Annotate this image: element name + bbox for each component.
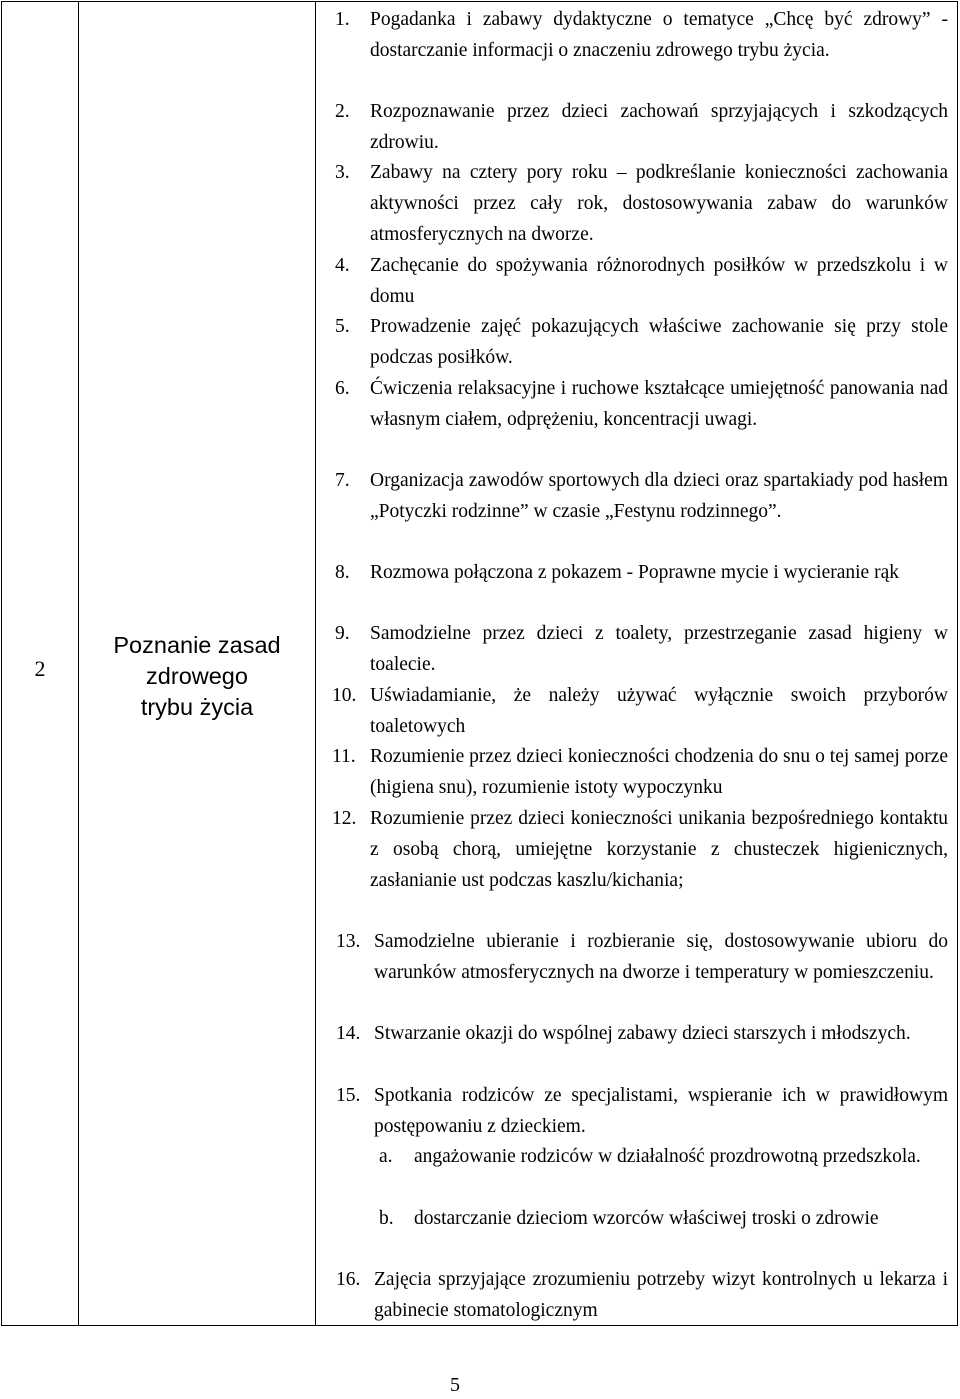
list-item-text: Ćwiczenia relaksacyjne i ruchowe kształcące umiejętność panowania nad własnym ciałem, odprężeniu, koncentracji uwagi. (370, 378, 948, 430)
list-item-text: Samodzielne ubieranie i rozbieranie się, dostosowywanie ubioru do warunków atmosferycznych na dworze i temperatury w pomieszczeniu. (374, 931, 948, 983)
list-item (336, 1019, 948, 1050)
list-item (335, 97, 948, 159)
section-title-line: trybu życia (140, 694, 254, 720)
row-number: 2 (34, 656, 46, 681)
list-item-text: Spotkania rodziców ze specjalistami, wspieranie ich w prawidłowym postępowaniu z dzieckiem. (374, 1085, 948, 1137)
list-item-number: 14. (336, 1023, 361, 1044)
list-item-text: Pogadanka i zabawy dydaktyczne o tematyce „Chcę być zdrowy” - dostarczanie informacji o znaczeniu zdrowego trybu życia. (370, 9, 948, 61)
list-item (335, 558, 948, 589)
row-number-cell (2, 2, 79, 1325)
list-item (335, 466, 948, 528)
list-item (336, 1081, 948, 1143)
list-item-number: 13. (336, 931, 361, 952)
list-item-text: Stwarzanie okazji do wspólnej zabawy dzieci starszych i młodszych. (374, 1023, 911, 1044)
list-item-number: 9. (335, 623, 350, 644)
list-item-text: dostarczanie dzieciom wzorców właściwej troski o zdrowie (414, 1208, 879, 1229)
list-item-text: Uświadamianie, że należy używać wyłącznie swoich przyborów toaletowych (370, 685, 948, 737)
list-item-text: Organizacja zawodów sportowych dla dzieci oraz spartakiady pod hasłem „Potyczki rodzinne” w czasie „Festynu rodzinnego”. (370, 470, 948, 522)
section-title-line: Poznanie zasad (113, 632, 281, 658)
list-item-text: angażowanie rodziców w działalność prozdrowotną przedszkola. (414, 1146, 921, 1167)
list-item-number: 7. (335, 470, 350, 491)
list-item-number: 4. (335, 255, 350, 276)
list-item-text: Rozumienie przez dzieci konieczności chodzenia do snu o tej samej porze (higiena snu), rozumienie istoty wypoczynku (370, 746, 948, 798)
list-item-text: Zachęcanie do spożywania różnorodnych posiłków w przedszkolu i w domu (370, 255, 948, 307)
list-item (335, 374, 948, 436)
list-item-number: 8. (335, 562, 350, 583)
list-item-number: 10. (332, 685, 357, 706)
list-item-text: Zajęcia sprzyjające zrozumieniu potrzeby wizyt kontrolnych u lekarza i gabinecie stomatologicznym (374, 1269, 948, 1321)
sub-list-item (379, 1142, 948, 1173)
list-item (335, 251, 948, 313)
list-item-text: Zabawy na cztery pory roku – podkreślanie konieczności zachowania aktywności przez cały rok, dostosowywania zabaw do warunków atmosferycznych na dworze. (370, 162, 948, 245)
list-item-number: 15. (336, 1085, 361, 1106)
list-item (335, 158, 948, 251)
list-item-number: b. (379, 1208, 394, 1229)
section-title-line: zdrowego (146, 663, 248, 689)
list-item-text: Rozumienie przez dzieci konieczności unikania bezpośredniego kontaktu z osobą chorą, umiejętne korzystanie z chusteczek higienicznych, zasłanianie ust podczas kaszlu/kichania; (370, 808, 948, 891)
list-item-number: 6. (335, 378, 350, 399)
list-item-number: 5. (335, 316, 350, 337)
list-item (332, 681, 948, 743)
list-item (336, 1265, 948, 1327)
list-item-number: 16. (336, 1269, 361, 1290)
page-number: 5 (450, 1374, 460, 1396)
list-item-text: Prowadzenie zajęć pokazujących właściwe zachowanie się przy stole podczas posiłków. (370, 316, 948, 368)
program-table (1, 1, 958, 1326)
list-item-text: Samodzielne przez dzieci z toalety, przestrzeganie zasad higieny w toalecie. (370, 623, 948, 675)
section-title (79, 630, 315, 723)
list-item-text: Rozmowa połączona z pokazem - Poprawne mycie i wycieranie rąk (370, 562, 899, 583)
list-item (336, 927, 948, 989)
topic-cell (79, 2, 316, 1325)
list-item-number: 3. (335, 162, 350, 183)
list-item-text: Rozpoznawanie przez dzieci zachowań sprzyjających i szkodzących zdrowiu. (370, 101, 948, 153)
sub-list-item (379, 1204, 948, 1235)
activities-cell (316, 2, 957, 1325)
list-item (335, 619, 948, 681)
list-item (332, 804, 948, 897)
list-item (332, 742, 948, 804)
list-item-number: 12. (332, 808, 357, 829)
list-item-number: 11. (332, 746, 356, 767)
list-item-number: a. (379, 1146, 393, 1167)
list-item-number: 1. (335, 9, 350, 30)
list-item (335, 5, 948, 67)
list-item (335, 312, 948, 374)
list-item-number: 2. (335, 101, 350, 122)
